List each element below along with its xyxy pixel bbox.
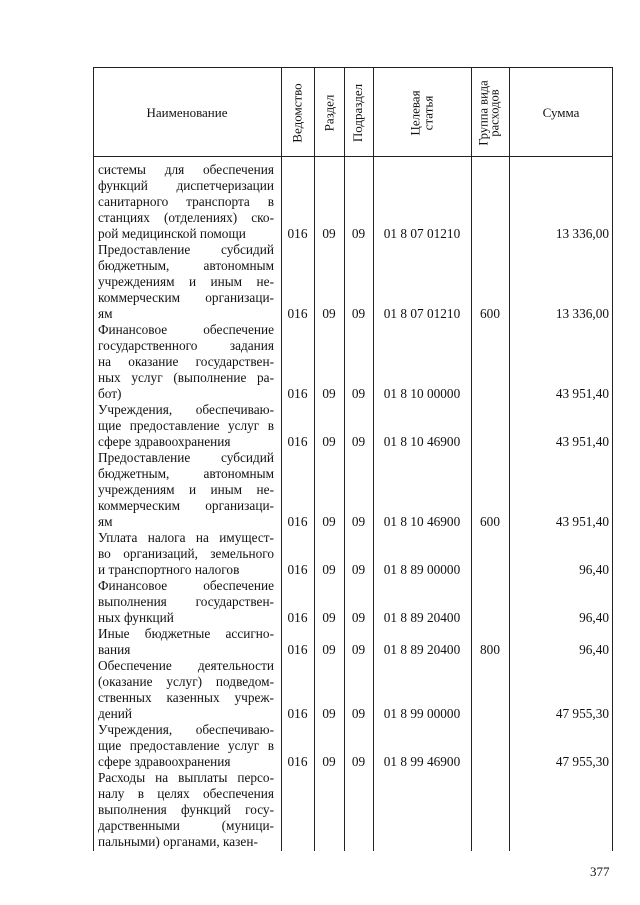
row-name-line: выполнения государствен- xyxy=(98,594,274,609)
row-name-line: ям xyxy=(98,306,113,321)
cell-gruppa: 600 xyxy=(480,306,500,321)
header-razdel-label: Раздел xyxy=(321,94,336,132)
cell-summa: 96,40 xyxy=(579,610,609,625)
row-name-line: Расходы на выплаты персо- xyxy=(98,770,274,785)
cell-razdel: 09 xyxy=(322,434,336,449)
row-name-line: бюджетным, автономным xyxy=(98,258,274,273)
header-celevaya-line1: Целевая xyxy=(407,90,423,136)
cell-vedomstvo: 016 xyxy=(287,642,308,657)
cell-vedomstvo: 016 xyxy=(287,706,308,721)
cell-vedomstvo: 016 xyxy=(287,610,308,625)
cell-gruppa: 600 xyxy=(480,514,500,529)
cell-summa: 43 951,40 xyxy=(555,386,609,401)
cell-razdel: 09 xyxy=(322,386,336,401)
page-number: 377 xyxy=(590,864,610,879)
row-name-line: государственного задания xyxy=(98,338,274,353)
row-name-line: вания xyxy=(98,642,131,657)
cell-celevaya: 01 8 07 01210 xyxy=(383,226,461,241)
row-name-line: пальными) органами, казен- xyxy=(98,834,258,849)
row-name-line: выполнения функций госу- xyxy=(98,802,274,817)
row-name-line: Финансовое обеспечение xyxy=(98,322,274,337)
cell-podrazdel: 09 xyxy=(351,562,366,577)
row-name-line: Предоставление субсидий xyxy=(98,450,274,465)
cell-celevaya: 01 8 89 20400 xyxy=(383,610,461,625)
row-name-line: Предоставление субсидий xyxy=(98,242,274,257)
header-podrazdel-label: Подраздел xyxy=(350,83,366,143)
cell-razdel: 09 xyxy=(322,754,336,769)
row-name-line: санитарного транспорта в xyxy=(98,194,274,209)
column-divider xyxy=(344,67,345,851)
header-name-label: Наименование xyxy=(146,105,228,120)
row-name-line: ям xyxy=(98,514,113,529)
cell-celevaya: 01 8 99 46900 xyxy=(383,754,461,769)
cell-celevaya: 01 8 10 46900 xyxy=(383,434,461,449)
header-summa-label: Сумма xyxy=(542,105,580,120)
row-name-line: дений xyxy=(98,706,133,721)
row-name-line: бот) xyxy=(98,386,122,401)
cell-razdel: 09 xyxy=(322,514,336,529)
header-summa xyxy=(509,68,613,158)
row-name-line: Обеспечение деятельности xyxy=(98,658,274,673)
cell-razdel: 09 xyxy=(322,610,336,625)
header-gruppa-line2: расходов xyxy=(488,89,503,137)
row-name-line: налу в целях обеспечения xyxy=(98,786,274,801)
cell-celevaya: 01 8 89 00000 xyxy=(383,562,461,577)
column-divider xyxy=(471,67,472,851)
cell-summa: 96,40 xyxy=(579,562,609,577)
row-name-line: на оказание государствен- xyxy=(98,354,274,369)
header-celevaya-label xyxy=(409,90,435,135)
cell-vedomstvo: 016 xyxy=(287,562,308,577)
cell-podrazdel: 09 xyxy=(351,610,366,625)
header-vedomstvo-label: Ведомство xyxy=(289,83,305,143)
header-gruppa-label xyxy=(479,80,501,145)
cell-summa: 47 955,30 xyxy=(555,706,609,721)
cell-razdel: 09 xyxy=(322,562,336,577)
cell-podrazdel: 09 xyxy=(351,434,366,449)
row-name-line: Уплата налога на имущест- xyxy=(98,530,274,545)
cell-summa: 43 951,40 xyxy=(555,514,609,529)
row-name-line: учреждениям и иным не- xyxy=(98,482,274,497)
cell-vedomstvo: 016 xyxy=(287,386,308,401)
cell-vedomstvo: 016 xyxy=(287,434,308,449)
header-podrazdel xyxy=(344,68,373,158)
row-name-line: сфере здравоохранения xyxy=(98,754,231,769)
row-name-line: ных услуг (выполнение ра- xyxy=(98,370,274,385)
row-name-line: функций диспетчеризации xyxy=(98,178,274,193)
row-name-line: (оказание услуг) подведом- xyxy=(98,674,274,689)
header-name xyxy=(93,68,281,158)
row-name-line: Учреждения, обеспечиваю- xyxy=(98,402,274,417)
column-divider xyxy=(281,67,282,851)
cell-vedomstvo: 016 xyxy=(287,306,308,321)
cell-celevaya: 01 8 99 00000 xyxy=(383,706,461,721)
cell-vedomstvo: 016 xyxy=(287,754,308,769)
cell-podrazdel: 09 xyxy=(351,514,366,529)
cell-summa: 47 955,30 xyxy=(555,754,609,769)
cell-celevaya: 01 8 10 00000 xyxy=(383,386,461,401)
cell-razdel: 09 xyxy=(322,642,336,657)
cell-podrazdel: 09 xyxy=(351,642,366,657)
header-celevaya-line2: статья xyxy=(420,95,436,131)
table-header xyxy=(93,67,613,157)
row-name-line: учреждениям и иным не- xyxy=(98,274,274,289)
row-name-line: щие предоставление услуг в xyxy=(98,738,274,753)
cell-vedomstvo: 016 xyxy=(287,514,308,529)
cell-razdel: 09 xyxy=(322,306,336,321)
row-name-line: бюджетным, автономным xyxy=(98,466,274,481)
cell-podrazdel: 09 xyxy=(351,226,366,241)
row-name-line: рой медицинской помощи xyxy=(98,226,246,241)
row-name-line: и транспортного налогов xyxy=(98,562,240,577)
cell-summa: 13 336,00 xyxy=(555,306,609,321)
row-name-line: станциях (отделениях) ско- xyxy=(98,210,274,225)
row-name-line: ственных казенных учреж- xyxy=(98,690,274,705)
header-razdel xyxy=(314,68,344,158)
cell-summa: 13 336,00 xyxy=(555,226,609,241)
row-name-line: дарственными (муници- xyxy=(98,818,274,833)
header-gruppa-line1: Группа вида xyxy=(477,80,492,146)
cell-razdel: 09 xyxy=(322,226,336,241)
column-divider xyxy=(373,67,374,851)
row-name-line: системы для обеспечения xyxy=(98,162,274,177)
cell-vedomstvo: 016 xyxy=(287,226,308,241)
cell-gruppa: 800 xyxy=(480,642,500,657)
cell-razdel: 09 xyxy=(322,706,336,721)
row-name-line: коммерческим организаци- xyxy=(98,498,274,513)
row-name-line: Учреждения, обеспечиваю- xyxy=(98,722,274,737)
header-gruppa xyxy=(471,68,509,158)
cell-podrazdel: 09 xyxy=(351,386,366,401)
cell-celevaya: 01 8 10 46900 xyxy=(383,514,461,529)
cell-celevaya: 01 8 89 20400 xyxy=(383,642,461,657)
column-divider xyxy=(612,67,613,851)
row-name-line: щие предоставление услуг в xyxy=(98,418,274,433)
budget-table xyxy=(93,67,613,851)
header-celevaya xyxy=(373,68,471,158)
header-vedomstvo xyxy=(281,68,314,158)
row-name-line: Иные бюджетные ассигно- xyxy=(98,626,274,641)
row-name-line: во организаций, земельного xyxy=(98,546,274,561)
cell-summa: 43 951,40 xyxy=(555,434,609,449)
cell-podrazdel: 09 xyxy=(351,706,366,721)
column-divider xyxy=(509,67,510,851)
row-name-line: коммерческим организаци- xyxy=(98,290,274,305)
row-name-line: Финансовое обеспечение xyxy=(98,578,274,593)
column-divider xyxy=(93,67,94,851)
row-name-line: ных функций xyxy=(98,610,174,625)
cell-podrazdel: 09 xyxy=(351,306,366,321)
row-name-line: сфере здравоохранения xyxy=(98,434,231,449)
column-divider xyxy=(314,67,315,851)
cell-summa: 96,40 xyxy=(579,642,609,657)
cell-celevaya: 01 8 07 01210 xyxy=(383,306,461,321)
cell-podrazdel: 09 xyxy=(351,754,366,769)
